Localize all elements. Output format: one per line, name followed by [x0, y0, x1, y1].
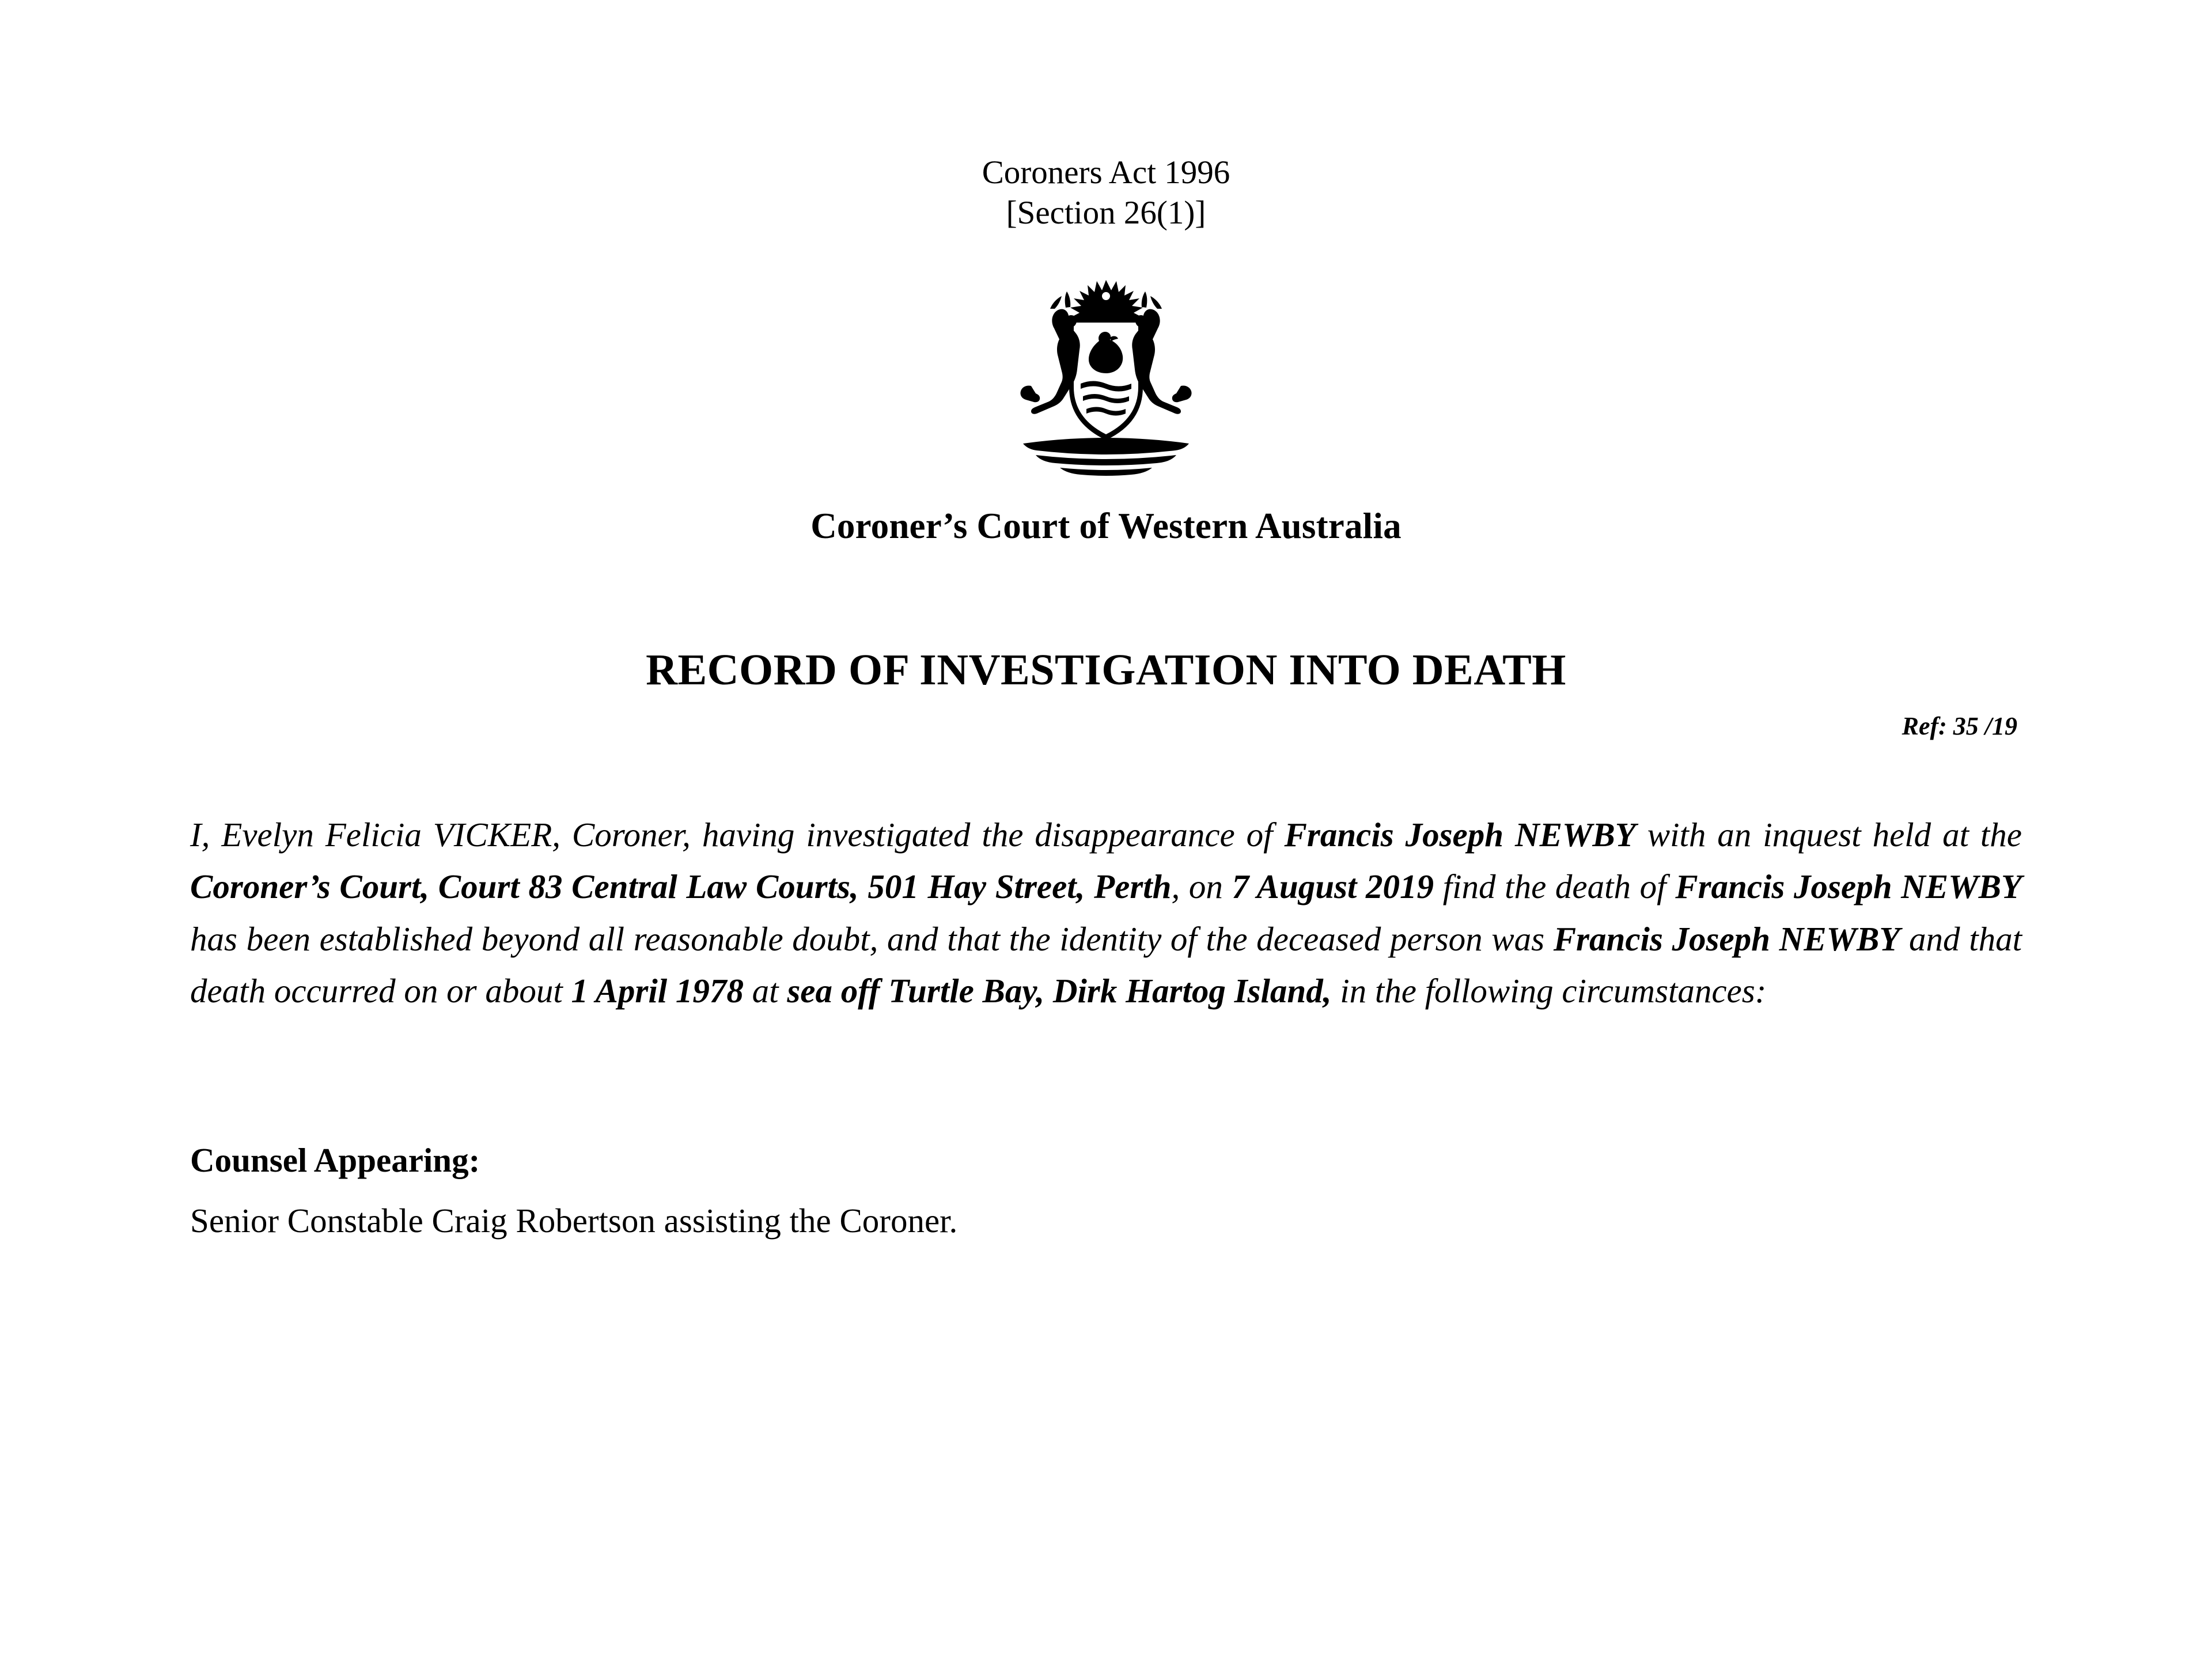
- inquest-date: 7 August 2019: [1232, 867, 1434, 906]
- act-section: [Section 26(1)]: [1006, 194, 1206, 231]
- finding-part-2: with an inquest held at the: [1635, 816, 2022, 854]
- court-name: Coroner’s Court of Western Australia: [810, 506, 1402, 547]
- inquest-venue: Coroner’s Court, Court 83 Central Law Courts, 501 Hay Street, Perth: [190, 867, 1172, 906]
- western-australia-coat-of-arms-icon: [968, 273, 1244, 478]
- finding-part-5: has been established beyond all reasonable doubt, and that the identity of the deceased person was: [190, 919, 1554, 958]
- death-date: 1 April 1978: [571, 971, 744, 1010]
- finding-part-7: at: [743, 971, 787, 1010]
- act-header: [190, 0, 2022, 233]
- deceased-name-1: Francis Joseph NEWBY: [1284, 816, 1636, 854]
- deceased-name-2: Francis Joseph NEWBY: [1675, 867, 2022, 906]
- crest-container: [190, 273, 2022, 478]
- counsel-heading: Counsel Appearing:: [190, 1141, 480, 1180]
- page-title: RECORD OF INVESTIGATION INTO DEATH: [646, 646, 1566, 695]
- deceased-name-3: Francis Joseph NEWBY: [1553, 919, 1900, 958]
- finding-paragraph: [190, 809, 2022, 1017]
- finding-part-8: in the following circumstances:: [1331, 971, 1767, 1010]
- finding-part-4: find the death of: [1434, 867, 1676, 906]
- counsel-text: Senior Constable Craig Robertson assisting the Coroner.: [190, 1202, 958, 1240]
- reference-number: Ref: 35 /19: [1902, 712, 2017, 741]
- finding-part-6: and that death occurred on or about: [190, 919, 2022, 1010]
- finding-part-1: I, Evelyn Felicia VICKER, Coroner, having investigated the disappearance of: [190, 816, 1285, 854]
- act-title: Coroners Act 1996: [982, 154, 1230, 191]
- death-place: sea off Turtle Bay, Dirk Hartog Island,: [787, 971, 1332, 1010]
- finding-part-3: , on: [1171, 867, 1232, 906]
